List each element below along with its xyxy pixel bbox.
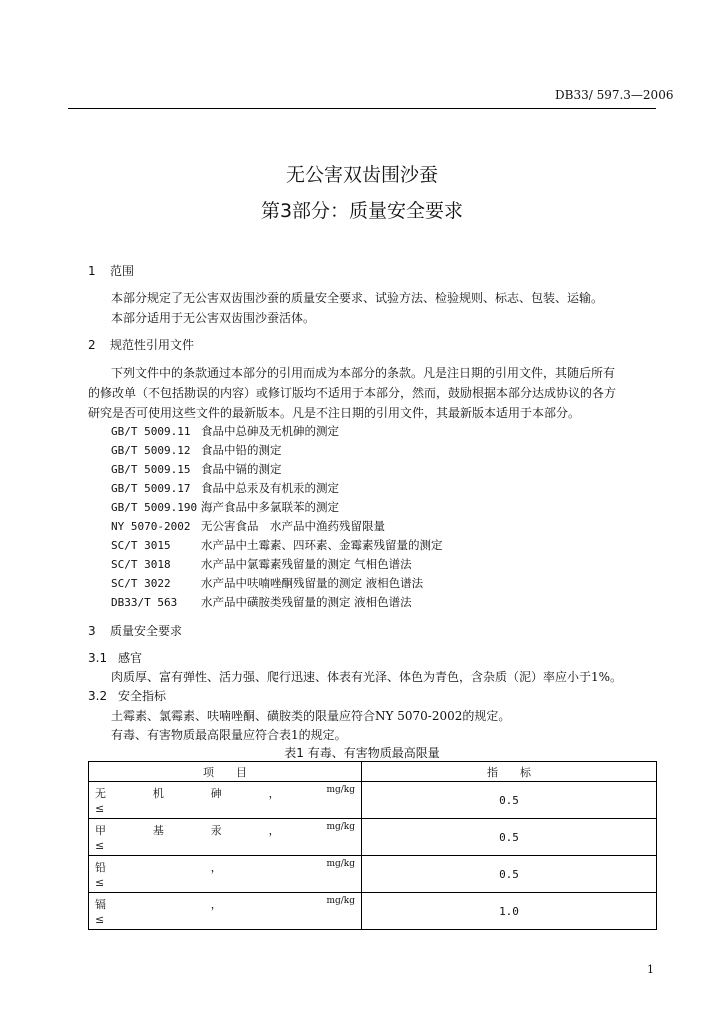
reference-item (111, 537, 443, 553)
section-2-heading (88, 336, 194, 353)
paragraph: 的修改单（不包括勘误的内容）或修订版均不适用于本部分，然而，鼓励根据本部分达成协议的各方 (88, 386, 617, 400)
le-symbol: ≤ (95, 913, 105, 926)
item-unit: mg/kg (326, 896, 355, 906)
table-row (89, 782, 657, 819)
item-char: ， (210, 861, 222, 874)
item-line (95, 785, 355, 801)
reference-code: SC/T 3022 (111, 577, 171, 590)
item-char: 砷 (210, 787, 222, 800)
item-unit: mg/kg (326, 822, 355, 832)
section-3-heading (88, 622, 182, 639)
paragraph: 下列文件中的条款通过本部分的引用而成为本部分的条款。凡是注日期的引用文件，其随后所有 (111, 366, 616, 380)
item-cell (89, 856, 362, 893)
reference-item (111, 518, 385, 534)
page-number: 1 (647, 963, 654, 976)
item-char: 镉 (95, 898, 106, 911)
value-cell: 0.5 (362, 782, 657, 819)
item-line (95, 896, 355, 912)
reference-title: 食品中铅的测定 (201, 443, 282, 457)
reference-code: GB/T 5009.11 (111, 425, 191, 438)
paragraph: 本部分适用于无公害双齿围沙蚕活体。 (111, 311, 316, 325)
paragraph: 研究是否可使用这些文件的最新版本。凡是不注日期的引用文件，其最新版本适用于本部分。 (88, 406, 581, 420)
item-cell (89, 893, 362, 930)
reference-title: 水产品中氯霉素残留量的测定 气相色谱法 (201, 557, 412, 571)
table-caption: 表1 有毒、有害物质最高限量 (284, 746, 440, 760)
paragraph: 土霉素、氯霉素、呋喃唑酮、磺胺类的限量应符合NY 5070-2002的规定。 (111, 709, 511, 723)
reference-item (111, 423, 339, 439)
header-index: 指 标 (362, 762, 657, 782)
table-header-row (89, 762, 657, 782)
reference-title: 食品中镉的测定 (201, 462, 282, 476)
item-char: ， (268, 787, 280, 800)
item-unit: mg/kg (326, 785, 355, 795)
document-title: 无公害双齿围沙蚕 (285, 164, 438, 186)
subsection-number: 3.2 (88, 689, 108, 703)
item-char: 铅 (95, 861, 106, 874)
subsection-title: 感官 (118, 651, 143, 665)
table-row (89, 819, 657, 856)
section-number: 1 (88, 264, 96, 278)
item-char: ， (268, 824, 280, 837)
item-cell (89, 819, 362, 856)
subsection-title: 安全指标 (118, 689, 167, 703)
header-item: 项 目 (89, 762, 362, 782)
section-title: 质量安全要求 (110, 624, 183, 638)
section-1-heading (88, 262, 134, 279)
paragraph: 本部分规定了无公害双齿围沙蚕的质量安全要求、试验方法、检验规则、标志、包装、运输。 (111, 291, 604, 305)
document-subtitle: 第3部分：质量安全要求 (260, 200, 464, 222)
value-cell: 0.5 (362, 819, 657, 856)
reference-title: 食品中总砷及无机砷的测定 (201, 424, 339, 438)
item-char: 无 (95, 787, 106, 800)
reference-code: SC/T 3018 (111, 558, 171, 571)
subsection-3-2-heading (88, 687, 166, 704)
reference-item (111, 442, 282, 458)
reference-item (111, 499, 339, 515)
item-line (95, 859, 355, 875)
item-char: 甲 (95, 824, 106, 837)
section-title: 范围 (110, 264, 135, 278)
reference-title: 食品中总汞及有机汞的测定 (201, 481, 339, 495)
reference-item (111, 556, 412, 572)
reference-item (111, 480, 339, 496)
reference-item (111, 594, 412, 610)
subsection-number: 3.1 (88, 651, 108, 665)
reference-title: 水产品中磺胺类残留量的测定 液相色谱法 (201, 595, 412, 609)
paragraph: 有毒、有害物质最高限量应符合表1的规定。 (111, 728, 347, 742)
value-cell: 1.0 (362, 893, 657, 930)
le-symbol: ≤ (95, 839, 105, 852)
limits-table (88, 761, 657, 930)
item-char: 基 (152, 824, 164, 837)
le-symbol: ≤ (95, 802, 105, 815)
item-char: ， (210, 898, 222, 911)
reference-code: SC/T 3015 (111, 539, 171, 552)
item-cell (89, 782, 362, 819)
item-char: 机 (152, 787, 164, 800)
le-symbol: ≤ (95, 876, 105, 889)
reference-title: 水产品中呋喃唑酮残留量的测定 液相色谱法 (201, 576, 424, 590)
reference-code: GB/T 5009.17 (111, 482, 191, 495)
value-cell: 0.5 (362, 856, 657, 893)
table-row (89, 893, 657, 930)
reference-title: 海产食品中多氯联苯的测定 (201, 500, 339, 514)
reference-code: DB33/T 563 (111, 596, 178, 609)
document-code: DB33/ 597.3—2006 (555, 88, 674, 102)
subsection-3-1-heading (88, 649, 142, 666)
reference-item (111, 575, 423, 591)
reference-code: NY 5070-2002 (111, 520, 191, 533)
reference-code: GB/T 5009.190 (111, 501, 198, 514)
item-unit: mg/kg (326, 859, 355, 869)
table-row (89, 856, 657, 893)
reference-title: 无公害食品 水产品中渔药残留限量 (201, 519, 385, 533)
section-title: 规范性引用文件 (110, 338, 195, 352)
header-rule (68, 108, 656, 109)
reference-code: GB/T 5009.12 (111, 444, 191, 457)
reference-item (111, 461, 282, 477)
section-number: 2 (88, 338, 96, 352)
paragraph: 肉质厚、富有弹性、活力强、爬行迅速、体表有光泽、体色为青色，含杂质（泥）率应小于1%。 (111, 670, 623, 684)
reference-title: 水产品中土霉素、四环素、金霉素残留量的测定 (201, 538, 443, 552)
item-char: 汞 (210, 824, 222, 837)
section-number: 3 (88, 624, 96, 638)
item-line (95, 822, 355, 838)
reference-code: GB/T 5009.15 (111, 463, 191, 476)
